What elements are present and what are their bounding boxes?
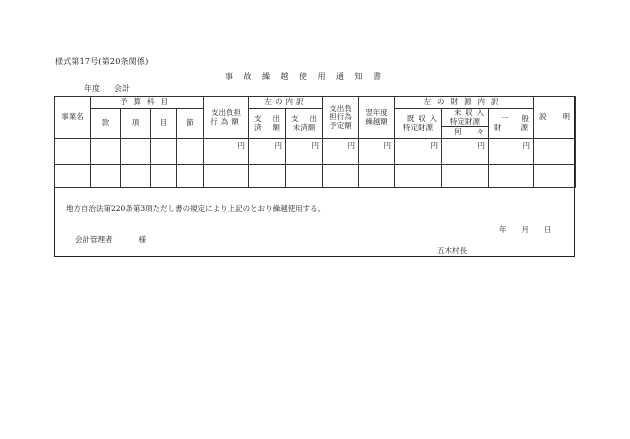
header-etc: 何 々: [442, 127, 489, 139]
document-title: 事故繰越使用通知書: [225, 72, 392, 81]
header-kan: 款: [91, 109, 121, 139]
date-year: 年: [499, 225, 507, 234]
year-label: 年度: [84, 84, 100, 93]
form-number: 様式第17号(第20条関係): [55, 57, 149, 66]
header-carryover-amount: 翌年度 繰越額: [359, 97, 395, 139]
statute-text: 地方自治法第220条第3項ただし書の規定により上記のとおり繰越使用する。: [66, 204, 326, 213]
header-unreceived-funds: 未 収 入 特定財源: [442, 109, 489, 127]
yen-cell: 円: [249, 139, 286, 165]
header-commitment-amount: 支出負担 行為額: [204, 97, 249, 139]
header-planned-commitment: 支出負 担行為 予定額: [323, 97, 359, 139]
date-day: 日: [544, 225, 552, 234]
yen-cell: 円: [204, 139, 249, 165]
header-moku: 目: [151, 109, 177, 139]
header-general-funds: 一 般 財 源: [489, 109, 534, 139]
yen-cell: 円: [395, 139, 442, 165]
addressee-title: 会計管理者: [75, 235, 113, 244]
addressee: [75, 234, 146, 245]
header-project-name: 事業名: [55, 97, 91, 139]
header-received-funds: 既 収 入 特定財源: [395, 109, 442, 139]
header-budget-items: 予算科目: [91, 97, 204, 109]
table-row: [55, 165, 576, 188]
yen-cell: 円: [359, 139, 395, 165]
yen-cell: 円: [286, 139, 323, 165]
header-unpaid: 支 出 未済額: [286, 109, 323, 139]
header-setsu: 節: [177, 109, 204, 139]
account-label: 会計: [114, 84, 130, 93]
fiscal-year-line: [84, 83, 130, 94]
sender: 五木村長: [437, 246, 467, 255]
header-row-2: [55, 109, 576, 127]
header-breakdown: 左の内訳: [249, 97, 323, 109]
header-row-1: [55, 97, 576, 109]
table-row: [55, 139, 576, 165]
date-month: 月: [521, 225, 529, 234]
header-remarks: 説 明: [534, 97, 576, 139]
yen-cell: 円: [489, 139, 534, 165]
carryover-table: [54, 96, 576, 188]
honorific: 様: [138, 235, 146, 244]
date-line: [499, 224, 567, 235]
header-paid: 支 出 済 額: [249, 109, 286, 139]
yen-cell: 円: [442, 139, 489, 165]
header-ko: 項: [121, 109, 151, 139]
yen-cell: 円: [323, 139, 359, 165]
header-funding-breakdown: 左の財源内訳: [395, 97, 534, 109]
